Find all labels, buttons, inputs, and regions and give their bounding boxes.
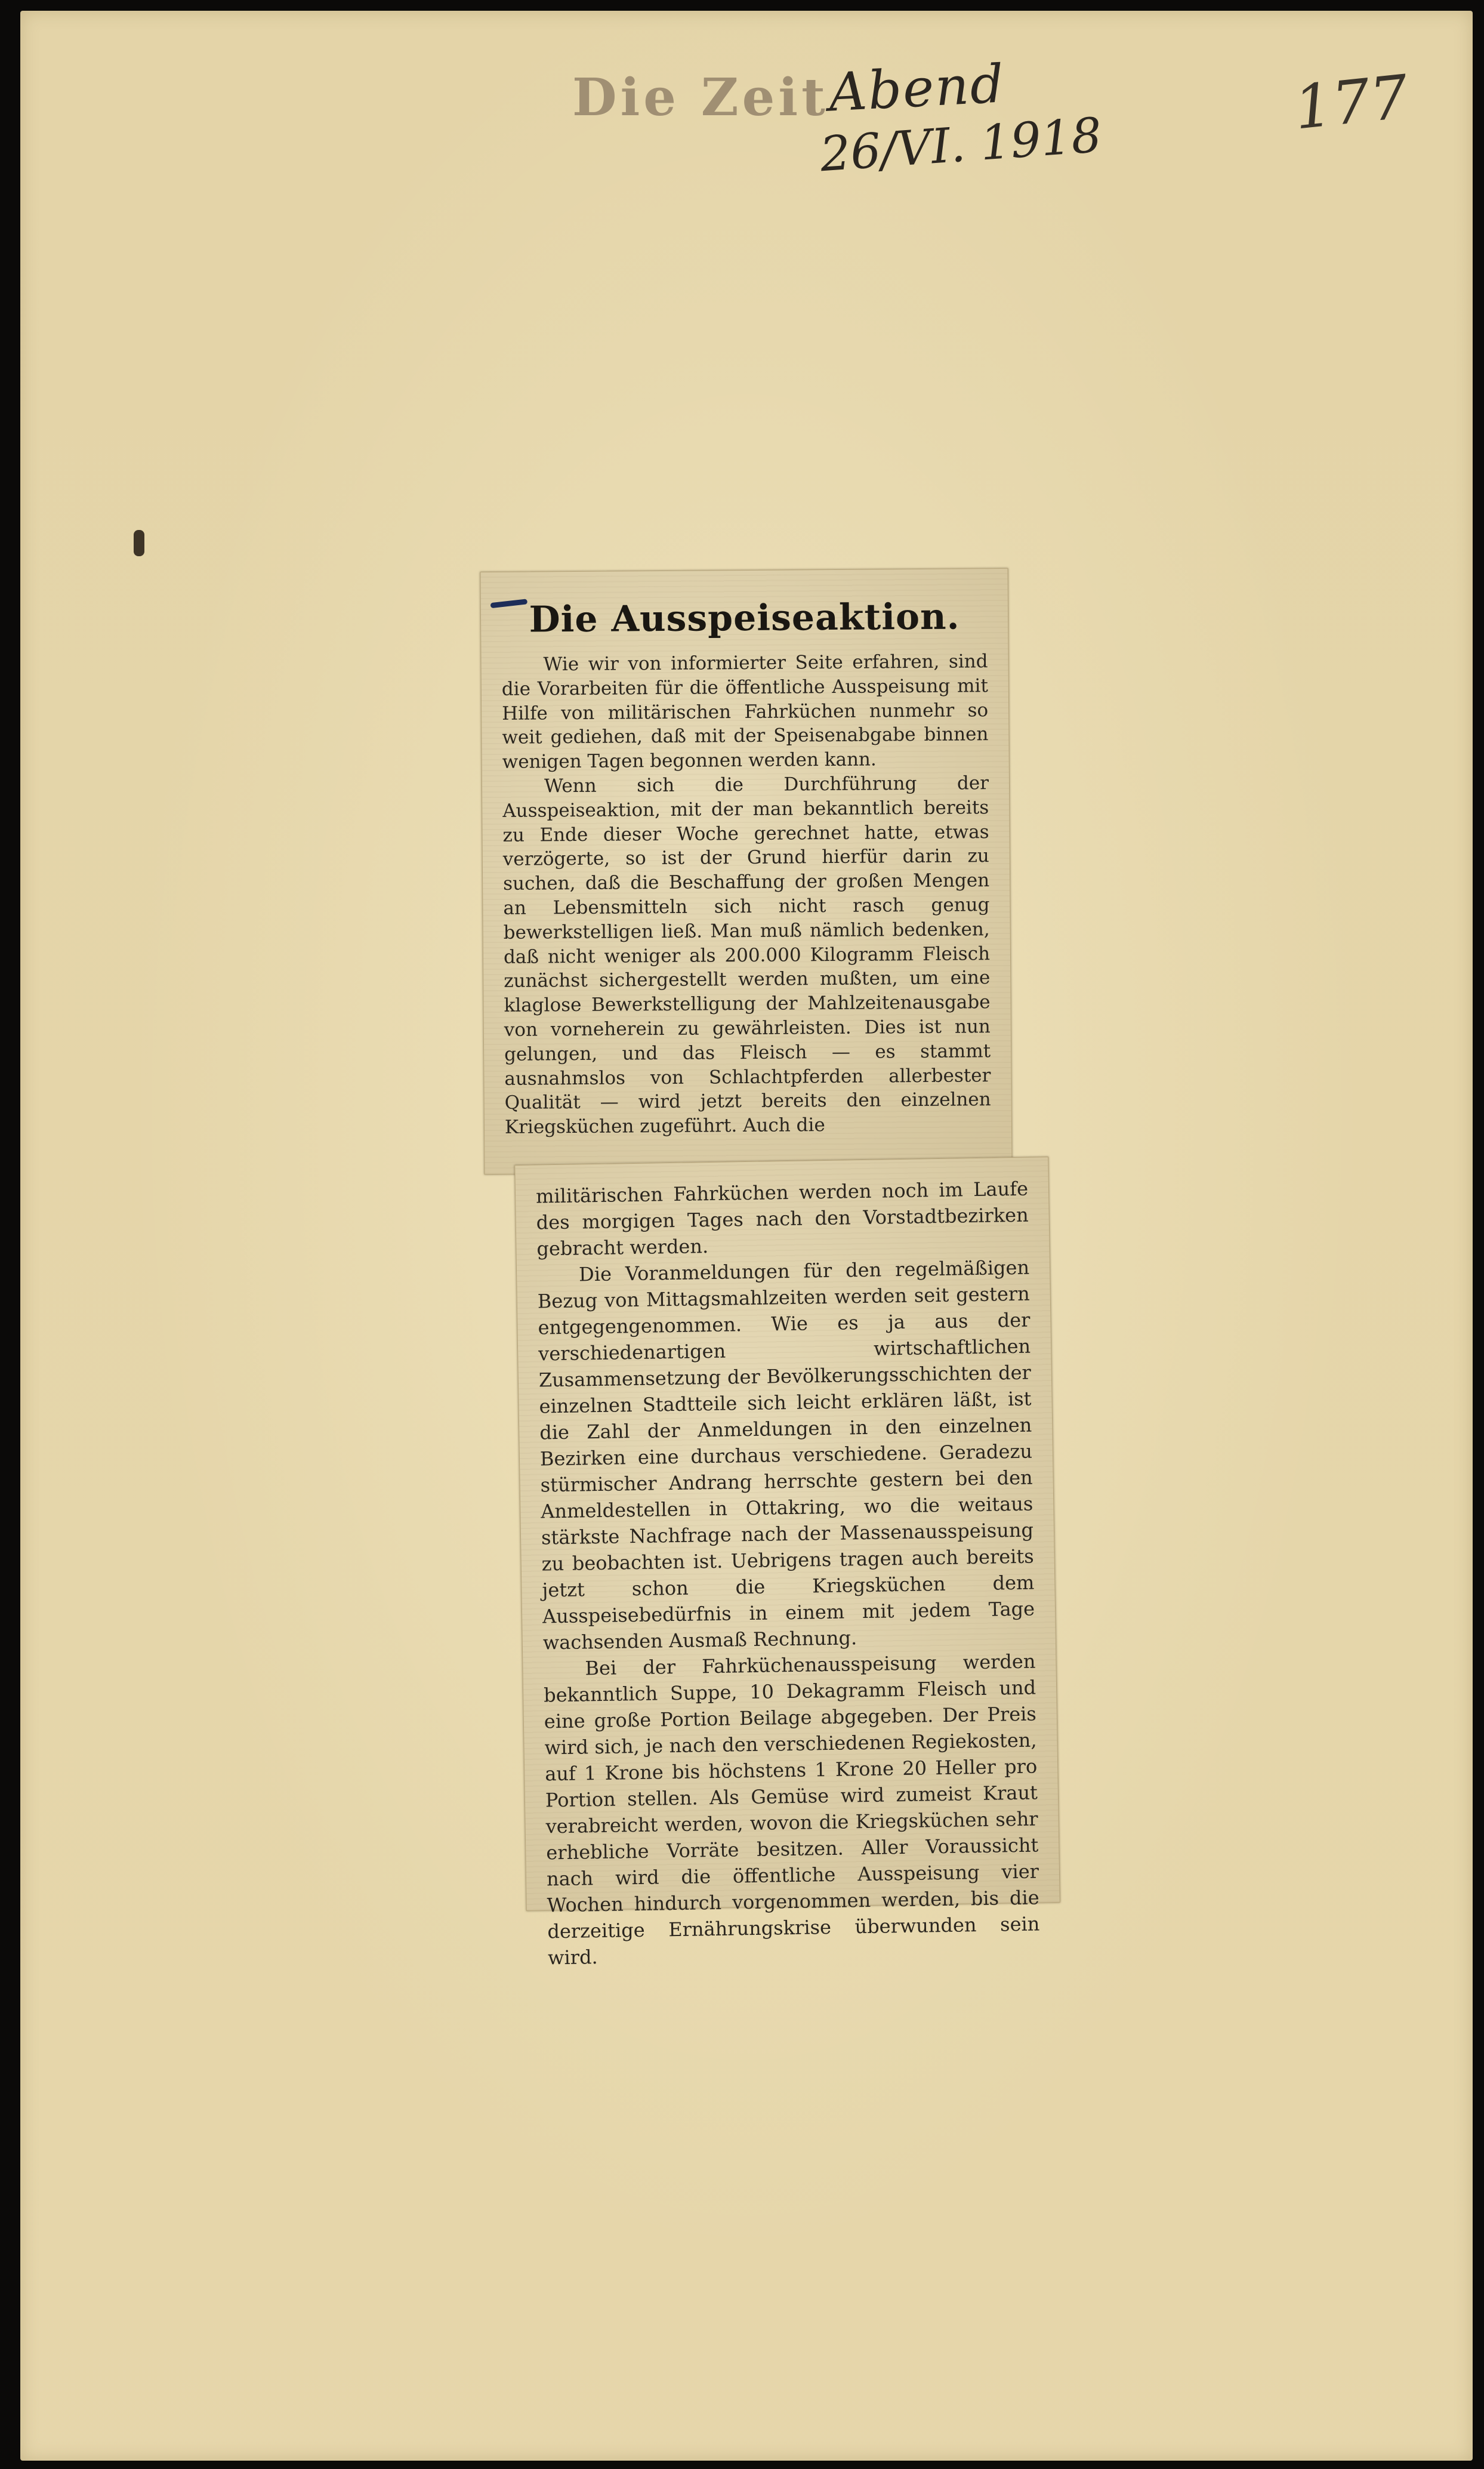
newspaper-stamp: Die Zeit bbox=[572, 67, 829, 128]
article-paragraph: Wenn sich die Durchführung der Ausspeiseaktion, mit der man bekanntlich bereits zu Ende dieser Woche gerechnet hatte, etwas verzögerte, so ist der Grund hierfür darin zu suchen, daß die Beschaffung der großen Mengen an Lebensmitteln sich nicht rasch genug bewerkstelligen ließ. Man muß nämlich bedenken, daß nicht weniger als 200.000 Kilogramm Fleisch zunächst sichergestellt werden mußten, um eine klaglose Bewerkstelligung der Mahlzeitenausgabe von vorneherein zu gewährleisten. Dies ist nun gelungen, und das Fleisch — es stammt ausnahmslos von Schlachtpferden allerbester Qualität — wird jetzt bereits den einzelnen Kriegsküchen zugeführt. Auch die bbox=[502, 772, 991, 1138]
article-paragraph: Wie wir von informierter Seite erfahren, sind die Vorarbeiten für die öffentliche Ausspeisung mit Hilfe von militärischen Fahrküchen nunmehr so weit gediehen, daß mit der Speisenabgabe binnen wenigen Tagen begonnen werden kann. bbox=[501, 651, 989, 773]
clipping-bottom-column bbox=[514, 1157, 1060, 1969]
article-paragraph: Die Voranmeldungen für den regelmäßigen Bezug von Mittagsmahlzeiten werden seit gestern entgegengenommen. Wie es ja aus der verschiedenartigen wirtschaftlichen Zusammensetzung der Bevölkerungsschichten der einzelnen Stadtteile sich leicht erklären läßt, ist die Zahl der Anmeldungen in den einzelnen Bezirken eine durchaus verschiedene. Geradezu stürmischer Andrang herrschte gestern bei den Anmeldestellen in Ottakring, wo die weitaus stärkste Nachfrage nach der Massenausspeisung zu beobachten ist. Uebrigens tragen auch bereits jetzt schon die Kriegsküchen dem Ausspeisebedürfnis in einem mit jedem Tage wachsenden Ausmaß Rechnung. bbox=[537, 1256, 1035, 1654]
handwritten-edition: Abend bbox=[827, 53, 1007, 124]
article-paragraph: Bei der Fahrküchenausspeisung werden bekanntlich Suppe, 10 Dekagramm Fleisch und eine große Portion Beilage abgegeben. Der Preis wird sich, je nach den verschiedenen Regiekosten, auf 1 Krone bis höchstens 1 Krone 20 Heller pro Portion stellen. Als Gemüse wird zumeist Kraut verabreicht werden, wovon die Kriegsküchen sehr erhebliche Vorräte besitzen. Aller Voraussicht nach wird die öffentliche Ausspeisung vier Wochen hindurch vorgenommen werden, bis die derzeitige Ernährungskrise überwunden sein wird. bbox=[543, 1650, 1040, 1969]
folio-number: 177 bbox=[1291, 61, 1412, 143]
article-headline: Die Ausspeiseaktion. bbox=[529, 596, 960, 641]
clipping-top-column bbox=[480, 568, 1012, 1175]
article-paragraph: militärischen Fahrküchen werden noch im Laufe des morgigen Tages nach den Vorstadtbezirken gebracht werden. bbox=[535, 1177, 1029, 1260]
pin-mark bbox=[134, 530, 144, 556]
handwritten-date: 26/VI. 1918 bbox=[818, 107, 1104, 183]
